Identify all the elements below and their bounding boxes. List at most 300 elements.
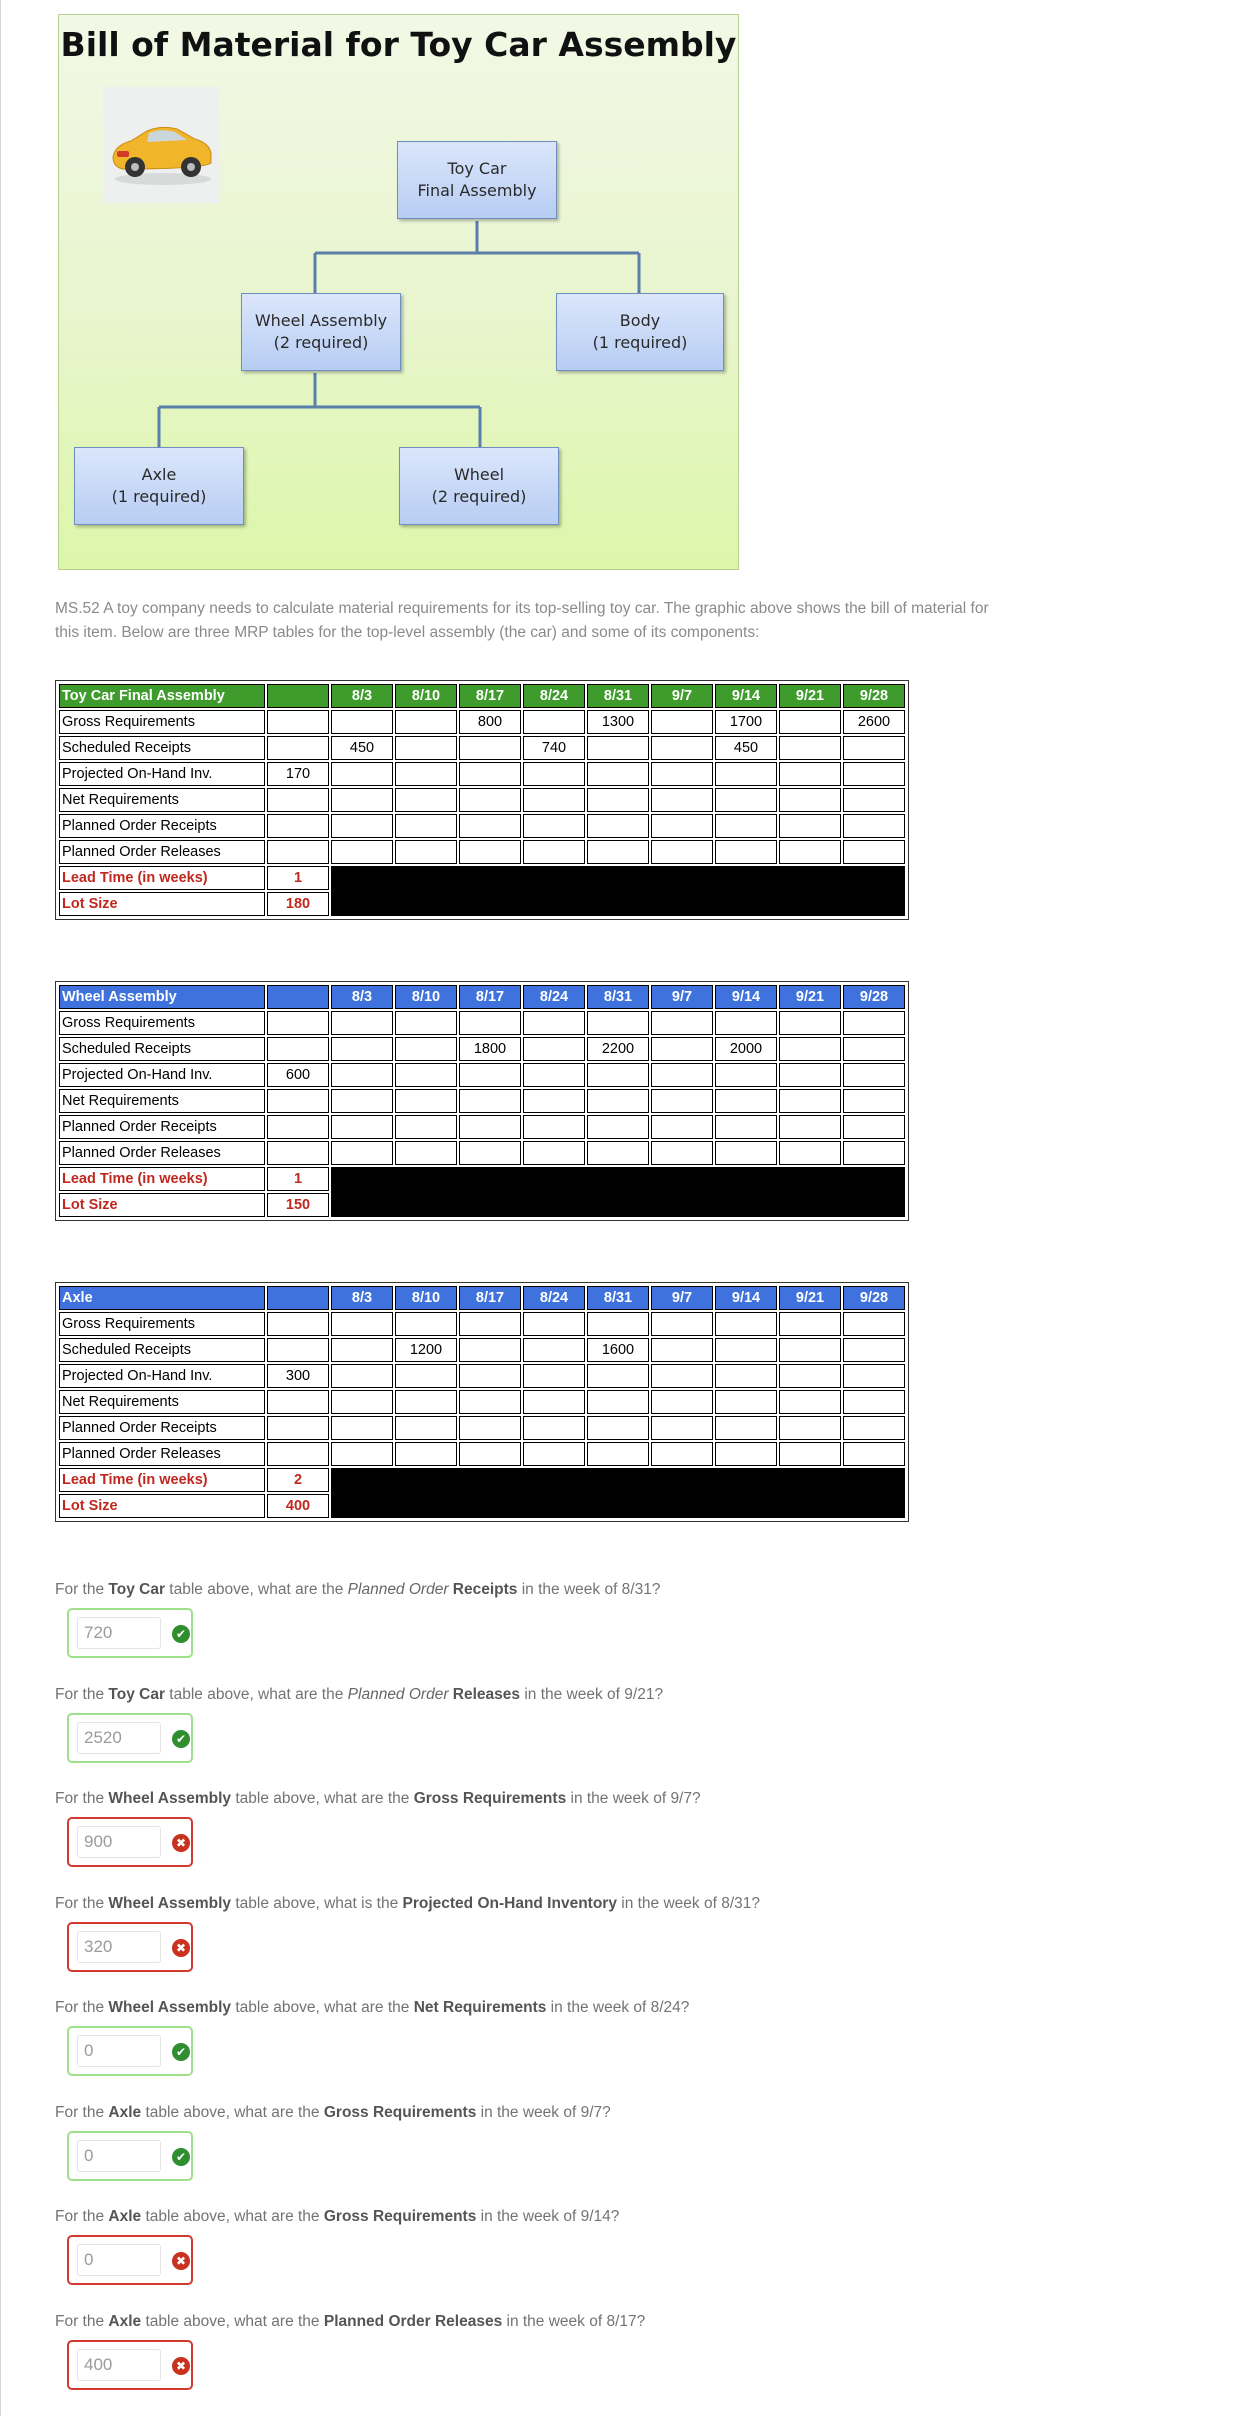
mrp-initial-cell — [267, 1390, 329, 1414]
mrp-initial-cell — [267, 736, 329, 760]
question-text-part: table above, what are the — [164, 1581, 348, 1598]
mrp-header-row — [59, 985, 905, 1009]
mrp-cell — [459, 1011, 521, 1035]
question-text-part: in the week of 8/31? — [616, 1895, 760, 1912]
week-header: 8/17 — [459, 1286, 521, 1310]
question-text-part: For the — [55, 1581, 109, 1598]
mrp-cell — [651, 1364, 713, 1388]
mrp-row — [59, 1037, 905, 1061]
mrp-cell — [523, 1442, 585, 1466]
lead-time-value: 1 — [267, 866, 329, 890]
mrp-cell — [779, 1364, 841, 1388]
question-text-part: Gross Requirements — [413, 1790, 567, 1807]
answer-box-correct — [67, 1713, 193, 1763]
mrp-grid — [57, 1284, 907, 1520]
week-header: 8/31 — [587, 1286, 649, 1310]
question-block — [55, 2103, 1055, 2165]
check-icon: ✔ — [172, 2148, 190, 2166]
mrp-row-label: Scheduled Receipts — [59, 736, 265, 760]
mrp-row — [59, 1063, 905, 1087]
mrp-cell — [587, 1115, 649, 1139]
mrp-cell — [651, 1390, 713, 1414]
mrp-cell: 2000 — [715, 1037, 777, 1061]
mrp-row-label: Scheduled Receipts — [59, 1037, 265, 1061]
mrp-cell — [459, 1089, 521, 1113]
mrp-cell — [651, 1011, 713, 1035]
mrp-cell — [651, 736, 713, 760]
mrp-cell — [779, 1063, 841, 1087]
mrp-cell — [779, 1442, 841, 1466]
mrp-cell — [459, 1442, 521, 1466]
week-header: 9/14 — [715, 684, 777, 708]
mrp-row — [59, 840, 905, 864]
mrp-row — [59, 1338, 905, 1362]
week-header: 9/14 — [715, 985, 777, 1009]
mrp-cell — [331, 1141, 393, 1165]
mrp-cell — [779, 814, 841, 838]
mrp-cell — [523, 1312, 585, 1336]
mrp-cell — [587, 1312, 649, 1336]
question-text-part: table above, what is the — [231, 1895, 403, 1912]
answer-input[interactable]: 900 — [77, 1826, 161, 1858]
question-text-part: For the — [55, 2104, 109, 2121]
question-block — [55, 2207, 1055, 2269]
week-header: 8/10 — [395, 684, 457, 708]
mrp-cell — [843, 814, 905, 838]
question-text-part: Axle — [108, 2208, 142, 2225]
mrp-row — [59, 1390, 905, 1414]
mrp-initial-cell: 170 — [267, 762, 329, 786]
mrp-cell — [331, 1416, 393, 1440]
mrp-initial-cell: 600 — [267, 1063, 329, 1087]
mrp-row — [59, 762, 905, 786]
mrp-cell — [715, 1115, 777, 1139]
question-text-part: in the week of 9/21? — [520, 1686, 664, 1703]
mrp-cell — [523, 1037, 585, 1061]
mrp-cell — [779, 1115, 841, 1139]
question-text-part: Wheel Assembly — [108, 1790, 232, 1807]
bom-node-axle: Axle (1 required) — [74, 447, 244, 525]
mrp-cell — [459, 1312, 521, 1336]
mrp-cell: 2200 — [587, 1037, 649, 1061]
mrp-initial-cell — [267, 814, 329, 838]
mrp-initial-cell — [267, 1416, 329, 1440]
week-header: 8/3 — [331, 684, 393, 708]
x-icon: ✖ — [172, 1939, 190, 1957]
mrp-cell — [779, 1037, 841, 1061]
week-header: 9/21 — [779, 1286, 841, 1310]
mrp-row — [59, 1416, 905, 1440]
mrp-cell — [843, 1416, 905, 1440]
mrp-row-label: Projected On-Hand Inv. — [59, 1364, 265, 1388]
mrp-row — [59, 814, 905, 838]
mrp-cell — [651, 1115, 713, 1139]
mrp-cell — [523, 814, 585, 838]
question-text-part: Planned Order — [347, 1686, 449, 1703]
week-header: 9/14 — [715, 1286, 777, 1310]
mrp-cell — [523, 710, 585, 734]
mrp-initial-cell — [267, 1312, 329, 1336]
mrp-cell — [843, 1312, 905, 1336]
week-header: 9/21 — [779, 684, 841, 708]
mrp-cell — [651, 1416, 713, 1440]
question-text-part: in the week of 9/14? — [476, 2208, 620, 2225]
question-text-part: table above, what are the — [164, 1686, 348, 1703]
question-text-part: table above, what are the — [231, 1999, 414, 2016]
question-text-part: For the — [55, 2208, 109, 2225]
mrp-cell — [715, 1063, 777, 1087]
mrp-cell — [587, 1063, 649, 1087]
question-text — [55, 1998, 1055, 2018]
lot-size-value: 400 — [267, 1494, 329, 1518]
question-text-part: Planned Order — [347, 1581, 449, 1598]
mrp-cell — [459, 1416, 521, 1440]
mrp-cell — [715, 840, 777, 864]
lead-time-row — [59, 866, 905, 890]
answer-box-incorrect — [67, 1817, 193, 1867]
mrp-cell — [779, 788, 841, 812]
week-header: 8/24 — [523, 985, 585, 1009]
mrp-initial-cell — [267, 1115, 329, 1139]
answer-input[interactable]: 0 — [77, 2035, 161, 2067]
mrp-cell — [587, 762, 649, 786]
question-text-part: Wheel Assembly — [108, 1999, 232, 2016]
mrp-table-title: Toy Car Final Assembly — [59, 684, 265, 708]
mrp-row — [59, 1312, 905, 1336]
question-text-part: in the week of 8/17? — [502, 2313, 646, 2330]
mrp-cell — [523, 1338, 585, 1362]
question-text-part: table above, what are the — [141, 2104, 324, 2121]
mrp-cell — [651, 814, 713, 838]
question-text-part: table above, what are the — [141, 2313, 324, 2330]
mrp-row — [59, 710, 905, 734]
mrp-row-label: Planned Order Releases — [59, 1442, 265, 1466]
page-left-border — [0, 0, 1, 2416]
mrp-cell — [779, 736, 841, 760]
question-text-part: table above, what are the — [231, 1790, 414, 1807]
bom-node-final-assembly: Toy Car Final Assembly — [397, 141, 557, 219]
mrp-cell — [395, 1115, 457, 1139]
question-text-part: For the — [55, 1895, 109, 1912]
mrp-cell: 1700 — [715, 710, 777, 734]
question-text-part: Projected On-Hand Inventory — [402, 1895, 617, 1912]
mrp-cell — [587, 788, 649, 812]
mrp-cell — [715, 788, 777, 812]
mrp-cell — [523, 762, 585, 786]
mrp-cell — [331, 1390, 393, 1414]
question-text-part: in the week of 9/7? — [476, 2104, 611, 2121]
bom-title: Bill of Material for Toy Car Assembly — [60, 25, 737, 64]
mrp-cell — [651, 762, 713, 786]
mrp-initial-cell — [267, 840, 329, 864]
check-icon: ✔ — [172, 1730, 190, 1748]
mrp-cell — [843, 1390, 905, 1414]
week-header: 8/31 — [587, 985, 649, 1009]
mrp-cell — [587, 1011, 649, 1035]
mrp-header-blank — [267, 1286, 329, 1310]
answer-box-correct — [67, 2131, 193, 2181]
week-header: 8/10 — [395, 1286, 457, 1310]
question-text — [55, 1685, 1055, 1705]
mrp-cell — [395, 710, 457, 734]
mrp-cell — [843, 1141, 905, 1165]
mrp-cell — [779, 762, 841, 786]
mrp-grid — [57, 983, 907, 1219]
mrp-cell — [331, 1312, 393, 1336]
week-header: 8/3 — [331, 1286, 393, 1310]
bom-node-wheel: Wheel (2 required) — [399, 447, 559, 525]
mrp-cell — [843, 1364, 905, 1388]
week-header: 9/28 — [843, 1286, 905, 1310]
question-text-part: Gross Requirements — [323, 2208, 477, 2225]
mrp-header-blank — [267, 684, 329, 708]
mrp-table-axle — [55, 1282, 909, 1522]
mrp-cell — [395, 762, 457, 786]
mrp-row — [59, 788, 905, 812]
mrp-cell — [651, 788, 713, 812]
mrp-cell — [395, 1442, 457, 1466]
lead-time-value: 2 — [267, 1468, 329, 1492]
mrp-cell — [331, 710, 393, 734]
mrp-cell — [523, 1416, 585, 1440]
question-text — [55, 1894, 1055, 1914]
mrp-cell — [843, 1115, 905, 1139]
mrp-cell: 800 — [459, 710, 521, 734]
answer-input[interactable]: 400 — [77, 2349, 161, 2381]
mrp-cell — [459, 762, 521, 786]
mrp-cell — [523, 1063, 585, 1087]
answer-input[interactable]: 0 — [77, 2244, 161, 2276]
mrp-cell: 450 — [331, 736, 393, 760]
week-header: 8/31 — [587, 684, 649, 708]
mrp-cell — [843, 1037, 905, 1061]
mrp-cell — [715, 1312, 777, 1336]
answer-input[interactable]: 720 — [77, 1617, 161, 1649]
mrp-cell: 450 — [715, 736, 777, 760]
mrp-initial-cell — [267, 1442, 329, 1466]
mrp-cell — [843, 1338, 905, 1362]
mrp-row-label: Planned Order Releases — [59, 840, 265, 864]
lead-time-label: Lead Time (in weeks) — [59, 866, 265, 890]
mrp-cell: 1800 — [459, 1037, 521, 1061]
mrp-cell — [459, 1364, 521, 1388]
mrp-cell — [779, 1011, 841, 1035]
question-text — [55, 1580, 1055, 1600]
mrp-cell — [587, 736, 649, 760]
question-text-part: table above, what are the — [141, 2208, 324, 2225]
mrp-row-label: Planned Order Releases — [59, 1141, 265, 1165]
week-header: 9/28 — [843, 684, 905, 708]
mrp-cell — [779, 1089, 841, 1113]
mrp-cell — [459, 1115, 521, 1139]
question-block — [55, 1894, 1055, 1956]
question-text-part: For the — [55, 1790, 109, 1807]
mrp-cell — [459, 788, 521, 812]
mrp-header-blank — [267, 985, 329, 1009]
answer-input[interactable]: 320 — [77, 1931, 161, 1963]
mrp-cell — [587, 1141, 649, 1165]
mrp-cell — [715, 1089, 777, 1113]
mrp-cell — [715, 814, 777, 838]
mrp-cell — [331, 1364, 393, 1388]
week-header: 8/10 — [395, 985, 457, 1009]
lead-time-label: Lead Time (in weeks) — [59, 1167, 265, 1191]
mrp-cell — [331, 840, 393, 864]
week-header: 9/28 — [843, 985, 905, 1009]
mrp-cell — [843, 840, 905, 864]
mrp-cell — [395, 1089, 457, 1113]
mrp-cell — [331, 788, 393, 812]
mrp-row-label: Gross Requirements — [59, 710, 265, 734]
mrp-cell — [779, 1312, 841, 1336]
answer-box-incorrect — [67, 2340, 193, 2390]
mrp-cell — [843, 1011, 905, 1035]
mrp-cell — [843, 1063, 905, 1087]
question-text-part: Net Requirements — [413, 1999, 547, 2016]
mrp-cell — [395, 1416, 457, 1440]
mrp-row-label: Planned Order Receipts — [59, 1115, 265, 1139]
check-icon: ✔ — [172, 2043, 190, 2061]
bom-node-body: Body (1 required) — [556, 293, 724, 371]
mrp-cell — [395, 1390, 457, 1414]
answer-box-correct — [67, 1608, 193, 1658]
mrp-cell — [715, 1390, 777, 1414]
mrp-cell — [651, 1338, 713, 1362]
question-text — [55, 2103, 1055, 2123]
answer-input[interactable]: 0 — [77, 2140, 161, 2172]
mrp-cell — [523, 1089, 585, 1113]
x-icon: ✖ — [172, 2357, 190, 2375]
mrp-cell — [395, 1063, 457, 1087]
mrp-cell — [587, 1364, 649, 1388]
mrp-header-row — [59, 1286, 905, 1310]
question-block — [55, 1789, 1055, 1851]
problem-statement: MS.52 A toy company needs to calculate material requirements for its top-selling toy car. The graphic above shows the bill of material for this item. Below are three MRP tables for the top-level assembly (the car) and some of its components: — [55, 600, 989, 641]
mrp-cell — [459, 1063, 521, 1087]
mrp-cell — [779, 1390, 841, 1414]
question-text — [55, 1789, 1055, 1809]
lead-time-value: 1 — [267, 1167, 329, 1191]
question-text-part: in the week of 8/24? — [546, 1999, 690, 2016]
mrp-cell — [331, 1037, 393, 1061]
mrp-row — [59, 1364, 905, 1388]
mrp-cell — [395, 814, 457, 838]
mrp-blackout — [331, 1167, 905, 1217]
mrp-cell — [459, 1338, 521, 1362]
mrp-cell — [779, 1416, 841, 1440]
mrp-cell — [459, 1141, 521, 1165]
mrp-cell — [779, 710, 841, 734]
x-icon: ✖ — [172, 2252, 190, 2270]
mrp-cell — [331, 1115, 393, 1139]
mrp-cell: 1200 — [395, 1338, 457, 1362]
mrp-cell — [459, 840, 521, 864]
mrp-cell — [715, 1141, 777, 1165]
lot-size-value: 180 — [267, 892, 329, 916]
question-text-part: Wheel Assembly — [108, 1895, 232, 1912]
mrp-blackout — [331, 866, 905, 916]
question-text-part: Toy Car — [108, 1581, 165, 1598]
mrp-cell — [843, 762, 905, 786]
lot-size-label: Lot Size — [59, 1193, 265, 1217]
answer-input[interactable]: 2520 — [77, 1722, 161, 1754]
mrp-cell — [843, 1442, 905, 1466]
answer-box-incorrect — [67, 2235, 193, 2285]
mrp-cell — [715, 1442, 777, 1466]
mrp-cell — [523, 840, 585, 864]
mrp-table-toy-car — [55, 680, 909, 920]
mrp-initial-cell — [267, 1037, 329, 1061]
question-text-part: Receipts — [452, 1581, 518, 1598]
check-icon: ✔ — [172, 1625, 190, 1643]
mrp-cell — [523, 1390, 585, 1414]
mrp-row — [59, 1011, 905, 1035]
lot-size-label: Lot Size — [59, 1494, 265, 1518]
mrp-cell — [331, 1442, 393, 1466]
mrp-cell — [651, 1442, 713, 1466]
answer-box-correct — [67, 2026, 193, 2076]
mrp-row — [59, 1115, 905, 1139]
question-block — [55, 2312, 1055, 2374]
week-header: 8/3 — [331, 985, 393, 1009]
mrp-table-title: Axle — [59, 1286, 265, 1310]
mrp-cell — [395, 1011, 457, 1035]
mrp-initial-cell — [267, 1338, 329, 1362]
mrp-cell — [843, 788, 905, 812]
week-header: 9/7 — [651, 1286, 713, 1310]
question-text — [55, 2312, 1055, 2332]
mrp-row-label: Planned Order Receipts — [59, 1416, 265, 1440]
week-header: 9/7 — [651, 985, 713, 1009]
mrp-cell — [523, 788, 585, 812]
mrp-cell — [779, 840, 841, 864]
question-text-part: Releases — [452, 1686, 521, 1703]
question-text — [55, 2207, 1055, 2227]
week-header: 9/7 — [651, 684, 713, 708]
mrp-row — [59, 1089, 905, 1113]
mrp-initial-cell — [267, 1011, 329, 1035]
lead-time-row — [59, 1468, 905, 1492]
mrp-cell — [779, 1141, 841, 1165]
answer-box-incorrect — [67, 1922, 193, 1972]
mrp-cell — [331, 814, 393, 838]
mrp-initial-cell: 300 — [267, 1364, 329, 1388]
mrp-cell — [331, 1338, 393, 1362]
mrp-cell: 1300 — [587, 710, 649, 734]
mrp-initial-cell — [267, 1089, 329, 1113]
mrp-cell — [331, 762, 393, 786]
mrp-cell — [395, 1037, 457, 1061]
mrp-cell: 2600 — [843, 710, 905, 734]
mrp-initial-cell — [267, 1141, 329, 1165]
mrp-cell — [651, 1037, 713, 1061]
mrp-cell — [715, 1416, 777, 1440]
mrp-row-label: Projected On-Hand Inv. — [59, 1063, 265, 1087]
mrp-cell: 740 — [523, 736, 585, 760]
mrp-row-label: Net Requirements — [59, 1390, 265, 1414]
mrp-cell — [715, 762, 777, 786]
mrp-row-label: Net Requirements — [59, 788, 265, 812]
mrp-cell — [395, 1141, 457, 1165]
mrp-cell — [587, 1089, 649, 1113]
mrp-cell — [651, 1312, 713, 1336]
question-text-part: For the — [55, 2313, 109, 2330]
question-text-part: in the week of 8/31? — [517, 1581, 661, 1598]
question-text-part: For the — [55, 1999, 109, 2016]
lot-size-value: 150 — [267, 1193, 329, 1217]
mrp-cell — [331, 1063, 393, 1087]
mrp-cell — [651, 710, 713, 734]
